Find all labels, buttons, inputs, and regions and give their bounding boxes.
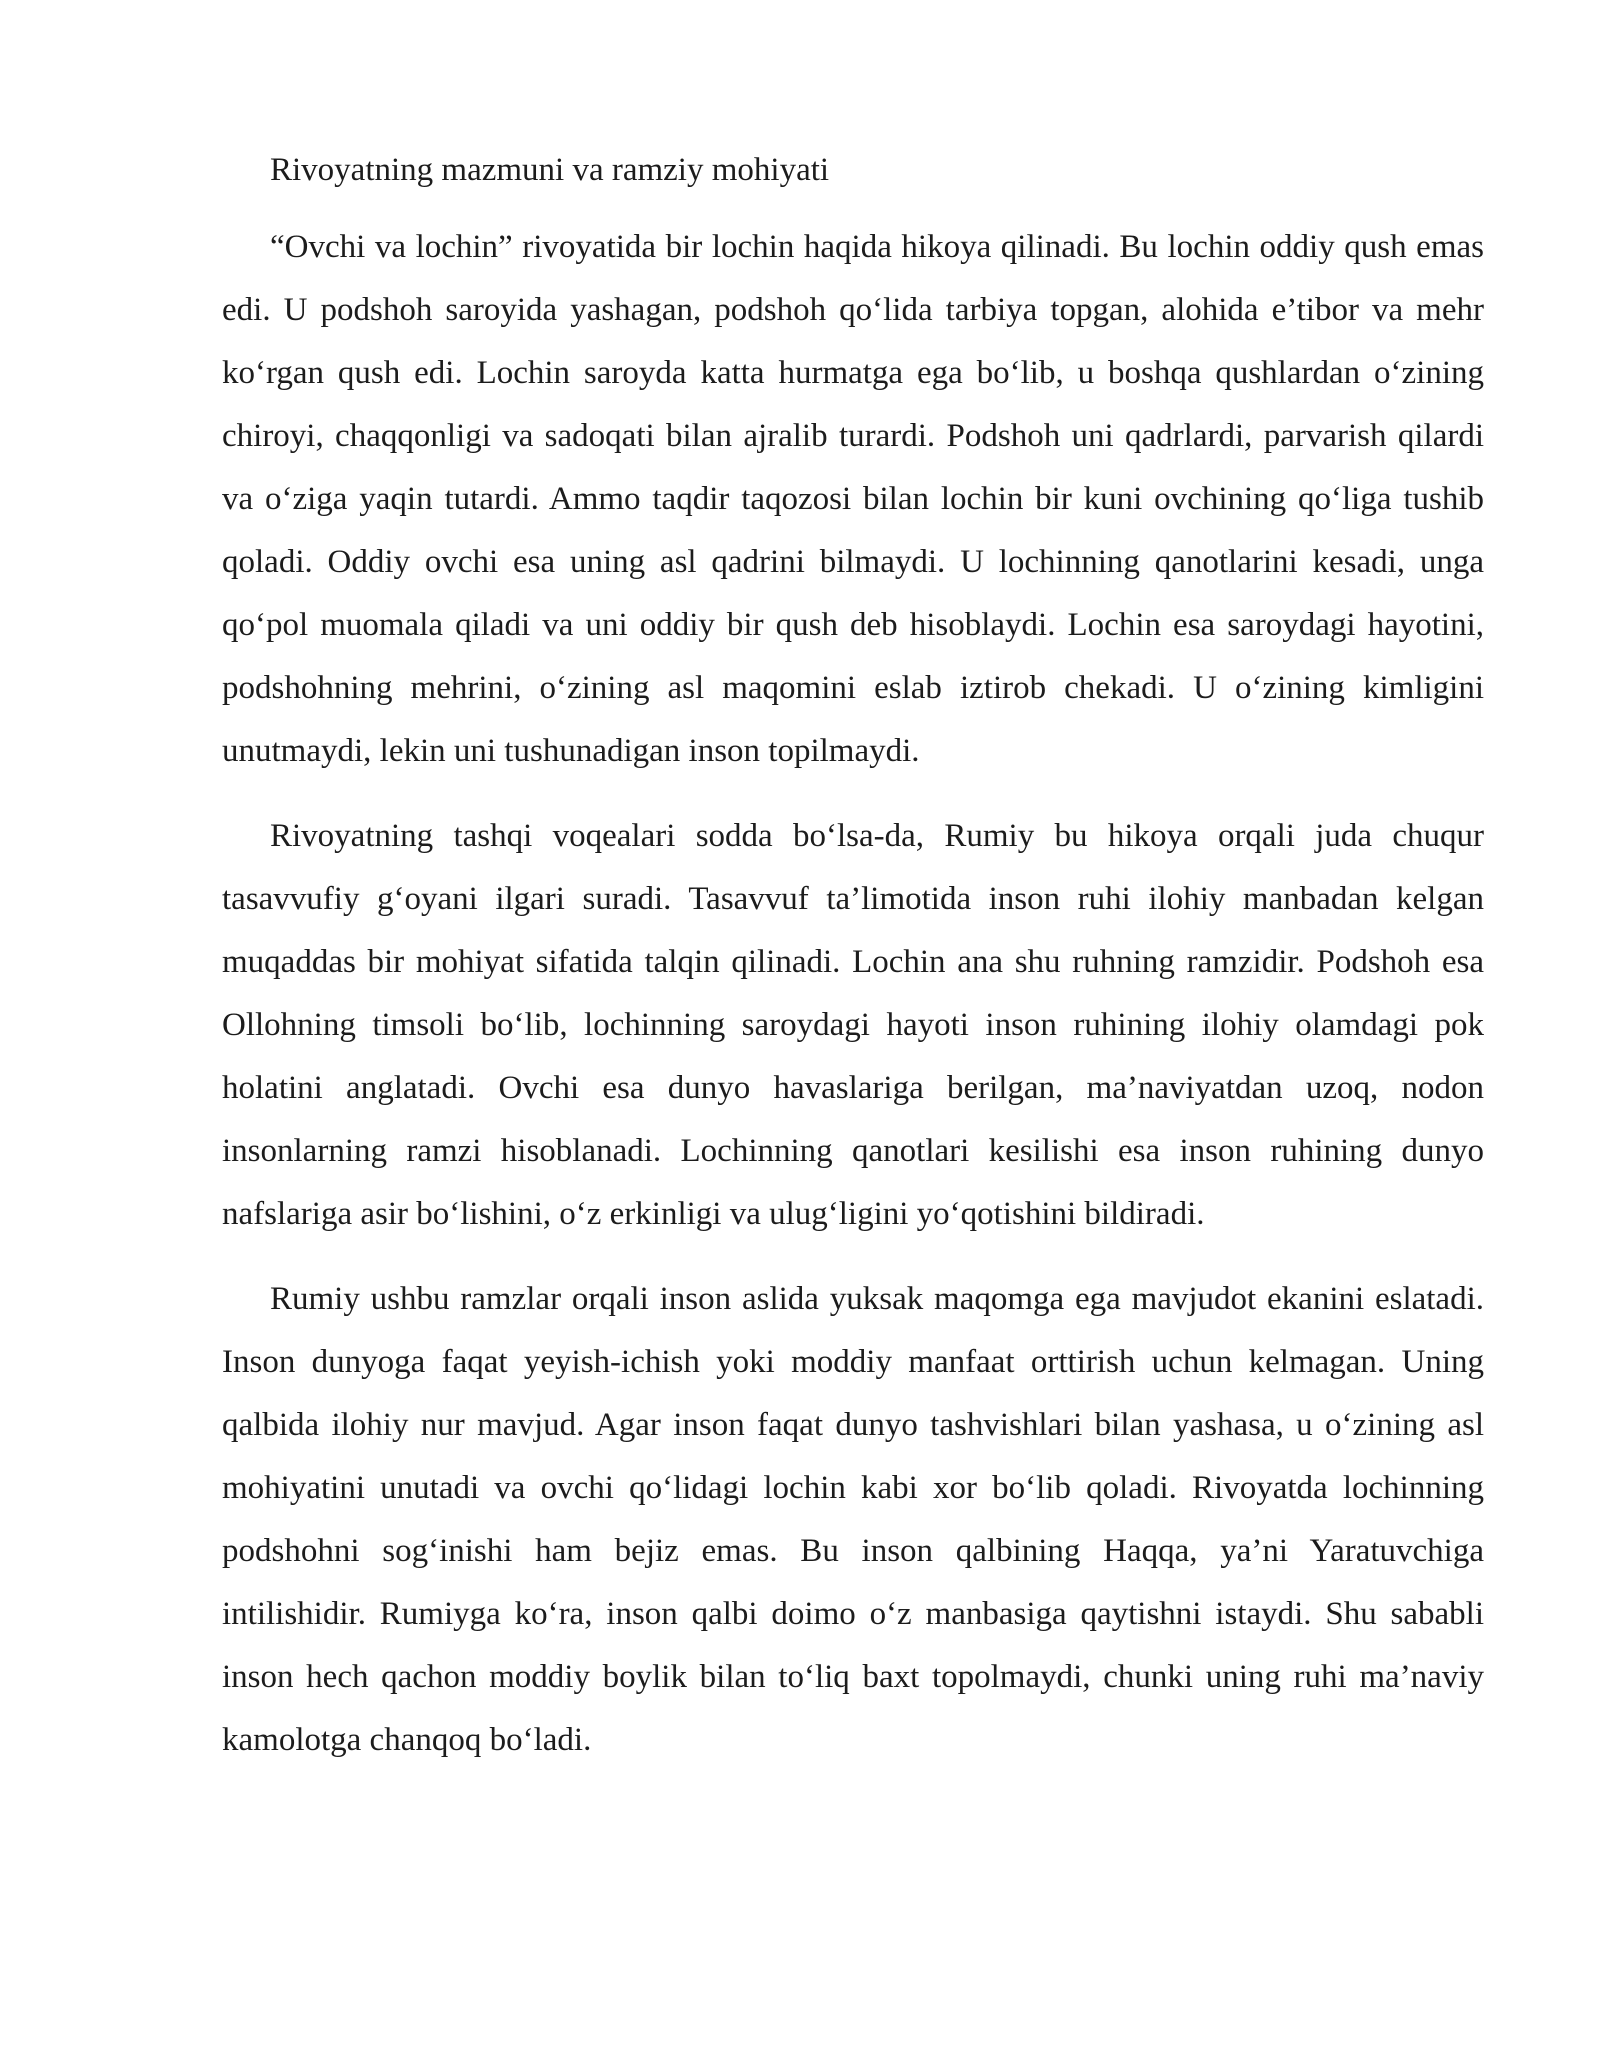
paragraph-1: “Ovchi va lochin” rivoyatida bir lochin haqida hikoya qilinadi. Bu lochin oddiy qush emas edi. U podshoh saroyida yashagan, podshoh qo‘lida tarbiya topgan, alohida e’tibor va mehr ko‘rgan qush edi. Lochin saroyda katta hurmatga ega bo‘lib, u boshqa qushlardan o‘zining chiroyi, chaqqonligi va sadoqati bilan ajralib turardi. Podshoh uni qadrlardi, parvarish qilardi va o‘ziga yaqin tutardi. Ammo taqdir taqozosi bilan lochin bir kuni ovchining qo‘liga tushib qoladi. Oddiy ovchi esa uning asl qadrini bilmaydi. U lochinning qanotlarini kesadi, unga qo‘pol muomala qiladi va uni oddiy bir qush deb hisoblaydi. Lochin esa saroydagi hayotini, podshohning mehrini, o‘zining asl maqomini eslab iztirob chekadi. U o‘zining kimligini unutmaydi, lekin uni tushunadigan inson topilmaydi. [222, 229, 1484, 769]
section-heading: Rivoyatning mazmuni va ramziy mohiyati [270, 152, 830, 188]
paragraph-3: Rumiy ushbu ramzlar orqali inson aslida yuksak maqomga ega mavjudot ekanini eslatadi. Inson dunyoga faqat yeyish-ichish yoki moddiy manfaat orttirish uchun kelmagan. Uning qalbida ilohiy nur mavjud. Agar inson faqat dunyo tashvishlari bilan yashasa, u o‘zining asl mohiyatini unutadi va ovchi qo‘lidagi lochin kabi xor bo‘lib qoladi. Rivoyatda lochinning podshohni sog‘inishi ham bejiz emas. Bu inson qalbining Haqqa, ya’ni Yaratuvchiga intilishidir. Rumiyga ko‘ra, inson qalbi doimo o‘z manbasiga qaytishni istaydi. Shu sababli inson hech qachon moddiy boylik bilan to‘liq baxt topolmaydi, chunki uning ruhi ma’naviy kamolotga chanqoq bo‘ladi. [222, 1281, 1484, 1758]
document-page [222, 146, 1484, 1794]
paragraph-2: Rivoyatning tashqi voqealari sodda bo‘lsa-da, Rumiy bu hikoya orqali juda chuqur tasavvufiy g‘oyani ilgari suradi. Tasavvuf ta’limotida inson ruhi ilohiy manbadan kelgan muqaddas bir mohiyat sifatida talqin qilinadi. Lochin ana shu ruhning ramzidir. Podshoh esa Ollohning timsoli bo‘lib, lochinning saroydagi hayoti inson ruhining ilohiy olamdagi pok holatini anglatadi. Ovchi esa dunyo havaslariga berilgan, ma’naviyatdan uzoq, nodon insonlarning ramzi hisoblanadi. Lochinning qanotlari kesilishi esa inson ruhining dunyo nafslariga asir bo‘lishini, o‘z erkinligi va ulug‘ligini yo‘qotishini bildiradi. [222, 818, 1484, 1232]
